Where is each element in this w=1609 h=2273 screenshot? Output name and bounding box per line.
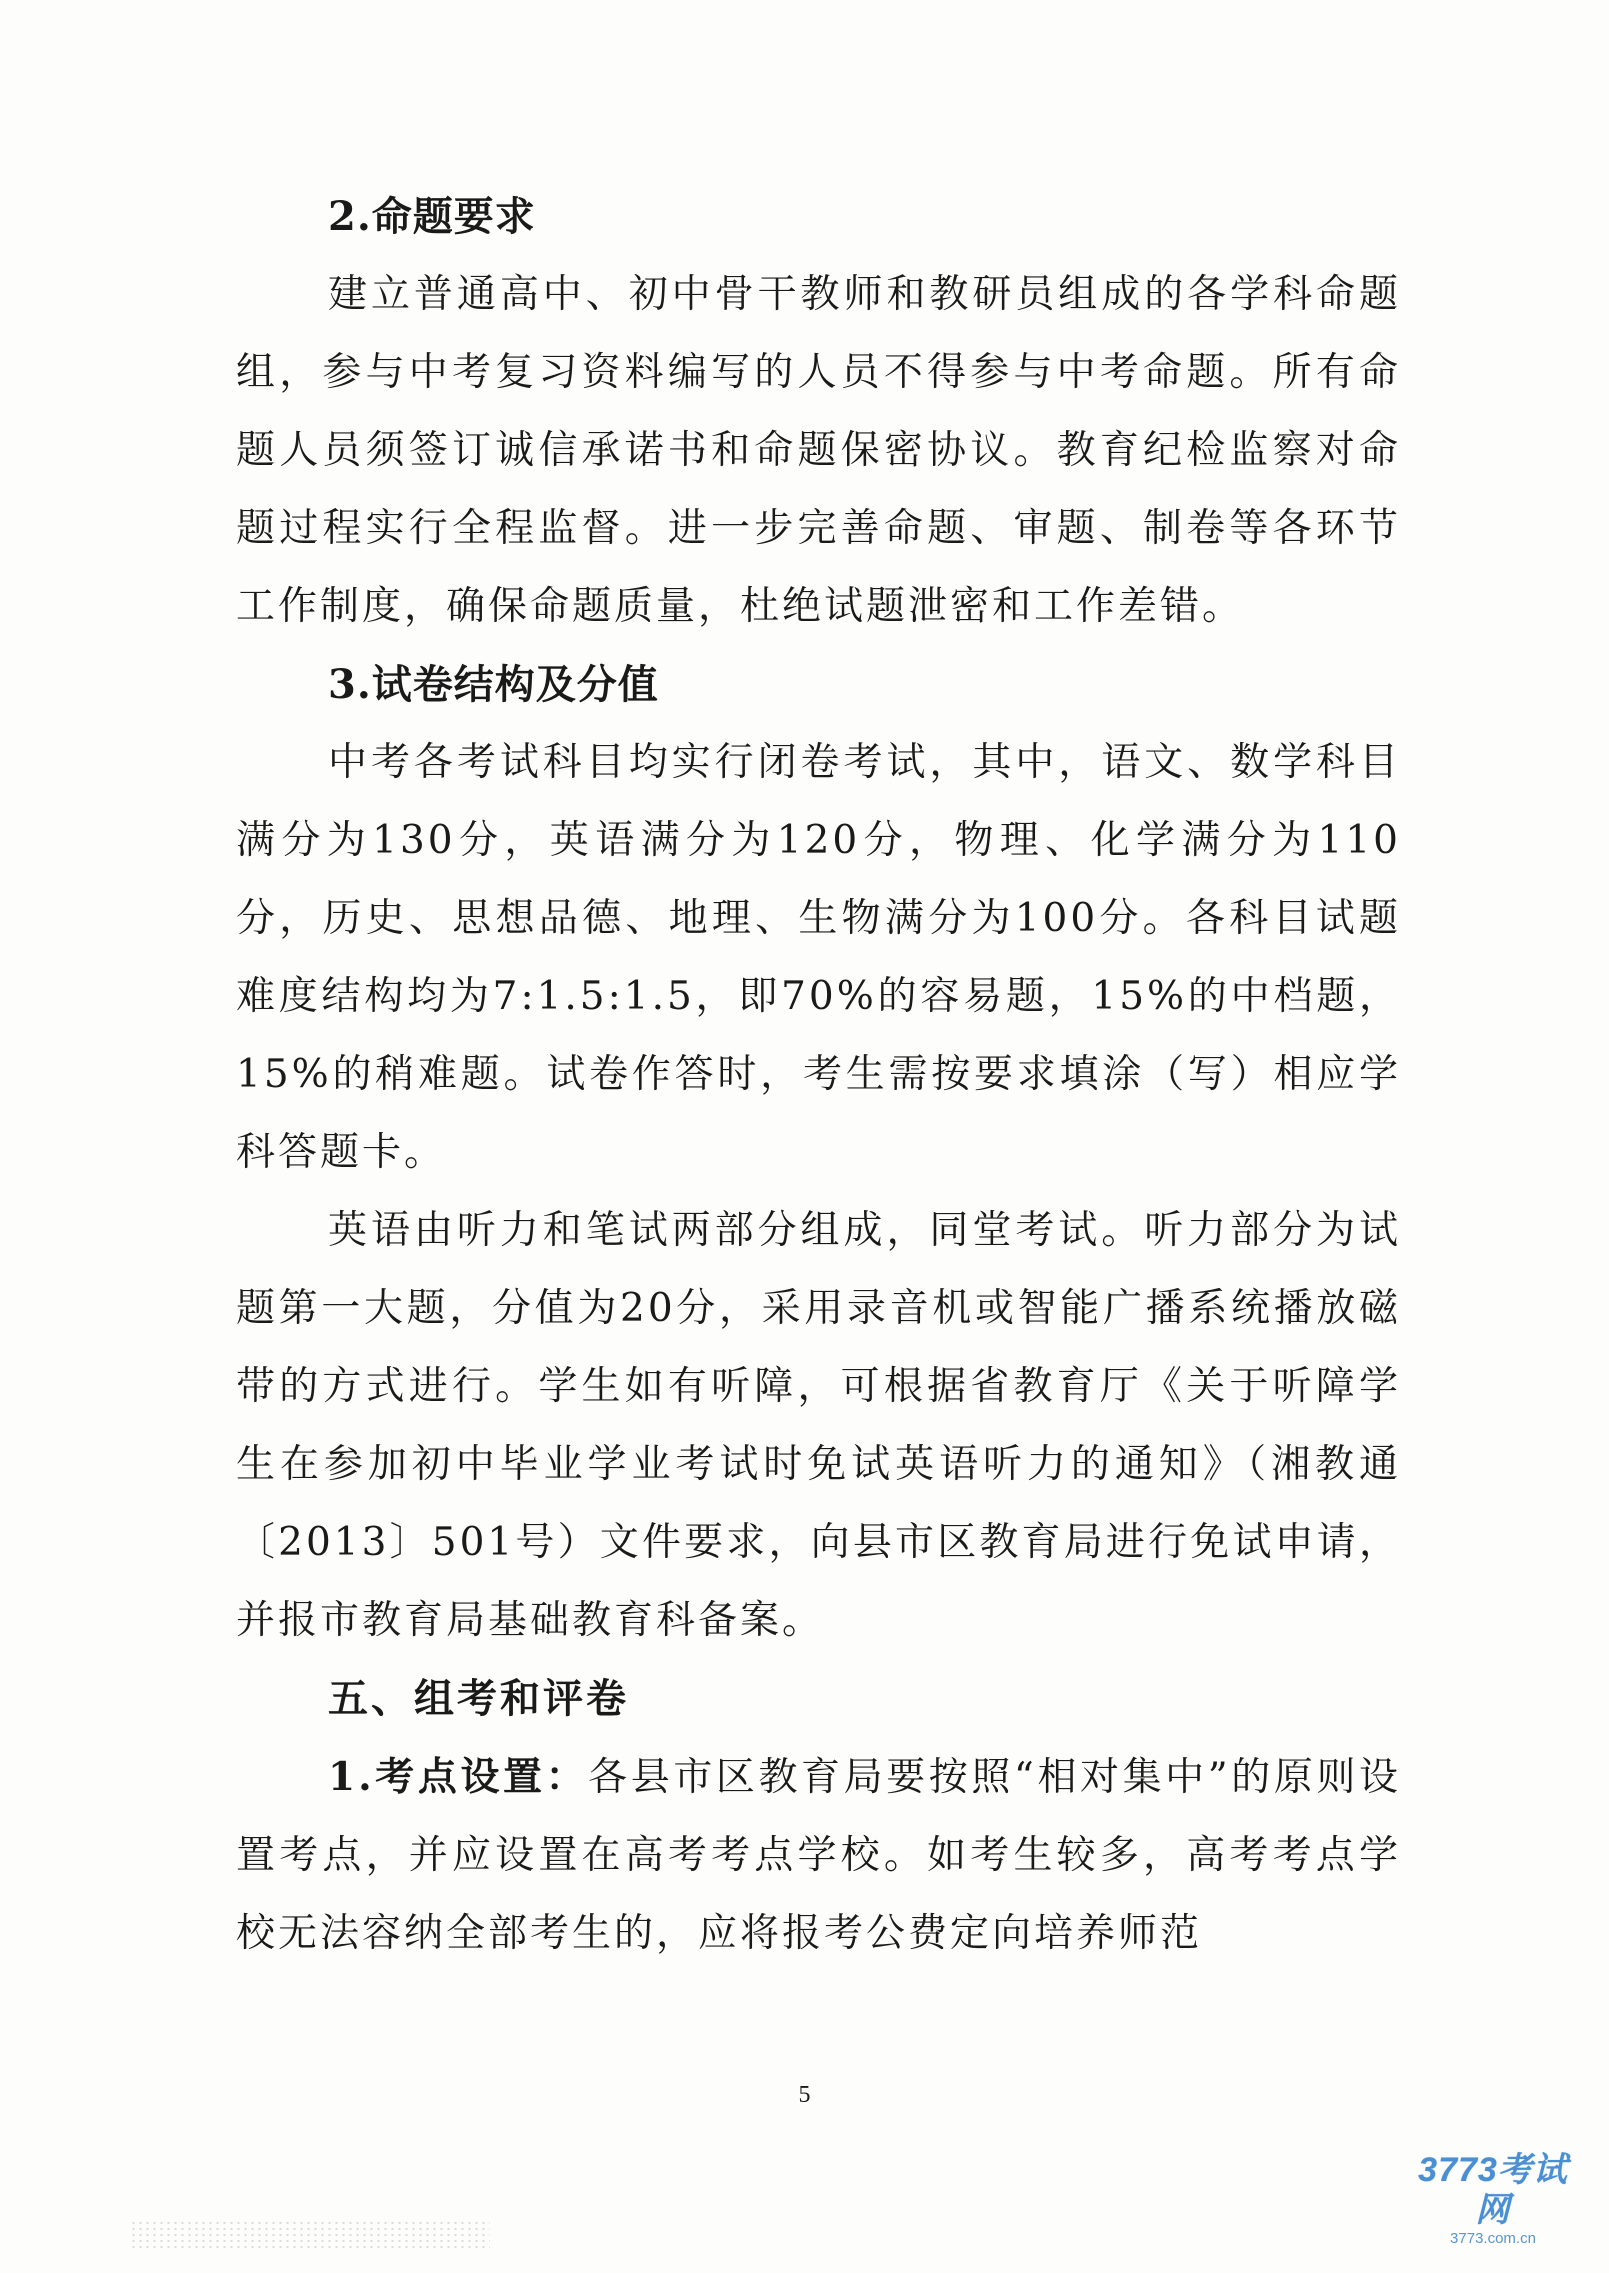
section-5-item-1 <box>236 1738 1401 1973</box>
section-3-paragraph-2: 英语由听力和笔试两部分组成，同堂考试。听力部分为试题第一大题，分值为20分，采用录音机或智能广播系统播放磁带的方式进行。学生如有听障，可根据省教育厅《关于听障学生在参加初中毕业学业考试时免试英语听力的通知》（湘教通〔2013〕501号）文件要求，向县市区教育局进行免试申请，并报市教育局基础教育科备案。 <box>236 1208 1401 1643</box>
watermark-logo: 3773考试网 <box>1418 2151 1568 2229</box>
page-number: 5 <box>798 2082 811 2108</box>
section-5-title: 五、组考和评卷 <box>328 1675 629 1722</box>
section-2-paragraph: 建立普通高中、初中骨干教师和教研员组成的各学科命题组，参与中考复习资料编写的人员不得参与中考命题。所有命题人员须签订诚信承诺书和命题保密协议。教育纪检监察对命题过程实行全程监督。进一步完善命题、审题、制卷等各环节工作制度，确保命题质量，杜绝试题泄密和工作差错。 <box>236 272 1401 629</box>
section-3-heading: 3.试卷结构及分值 <box>328 661 659 708</box>
section-5-item-1-text: 各县市区教育局要按照“相对集中”的原则设置考点，并应设置在高考考点学校。如考生较多，高考考点学校无法容纳全部考生的，应将报考公费定向培养师范 <box>236 1755 1401 1956</box>
watermark-url: 3773.com.cn <box>1450 2230 1536 2247</box>
document-body <box>236 178 1401 1973</box>
section-3-paragraph-1: 中考各考试科目均实行闭卷考试，其中，语文、数学科目满分为130分，英语满分为120分，物理、化学满分为110分，历史、思想品德、地理、生物满分为100分。各科目试题难度结构均为7:1.5:1.5，即70%的容易题，15%的中档题，15%的稍难题。试卷作答时，考生需按要求填涂（写）相应学科答题卡。 <box>236 740 1401 1175</box>
scan-artifact <box>130 2220 490 2250</box>
section-5-item-1-label: 1.考点设置： <box>328 1754 589 1800</box>
watermark <box>1413 2150 1573 2248</box>
section-2-heading: 2.命题要求 <box>328 193 536 240</box>
